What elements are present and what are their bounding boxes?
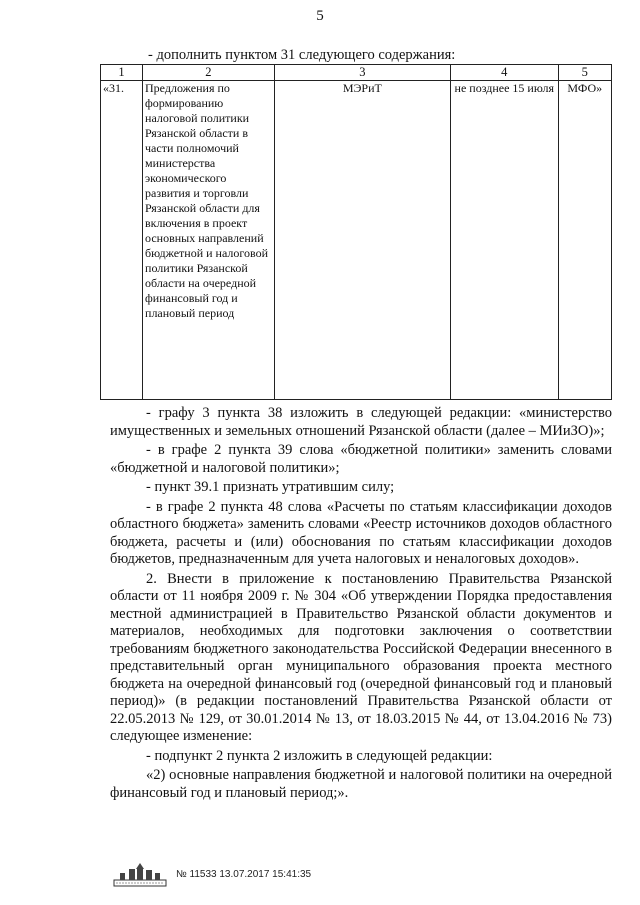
footer	[112, 860, 311, 888]
registration-stamp-icon	[112, 860, 168, 888]
row-number-cell: «31.	[101, 81, 143, 400]
paragraph-subitem2: - подпункт 2 пункта 2 изложить в следующей редакции:	[146, 747, 493, 764]
paragraph-item39-1: - пункт 39.1 признать утратившим силу;	[146, 479, 395, 495]
table-header-cell: 4	[451, 65, 558, 81]
table-header-cell: 3	[274, 65, 450, 81]
paragraph-section-2: 2. Внести в приложение к постановлению Правительства Рязанской области от 11 ноября 2009 г. № 304 «Об утверждении Порядка предоставления местной администрацией в Правительство Рязанской области документов и материалов, необходимых для подготовки заключения о соответствии требованиям бюджетного законодательства Российской Федерации внесенного в представительный орган муниципального образования проекта местного бюджета на очередной финансовый год (очередной финансовый год и плановый период)» (в редакции постановлений Правительства Рязанской области от 22.05.2013 № 129, от 30.01.2014 № 13, от 18.03.2015 № 44, от 13.04.2016 № 73) следующее изменение:	[110, 570, 612, 744]
row-term-cell: не позднее 15 июля	[451, 81, 558, 400]
table-header-row	[101, 65, 612, 81]
table-row	[101, 81, 612, 400]
table-header-cell: 5	[558, 65, 612, 81]
registration-number: № 11533 13.07.2017 15:41:35	[176, 868, 312, 880]
row-form-cell: МФО»	[558, 81, 612, 400]
row-executor-cell: МЭРиТ	[274, 81, 450, 400]
amendment-table	[100, 64, 612, 400]
row-description-cell: Предложения по формированию налоговой политики Рязанской области в части полномочий министерства экономического развития и торговли Рязанской области для включения в проект основных направлений бюджетной и налоговой политики Рязанской области на очередной финансовый год и плановый период	[143, 81, 275, 400]
body-text	[110, 405, 612, 804]
table-header-cell: 1	[101, 65, 143, 81]
paragraph-graph2-item39: - в графе 2 пункта 39 слова «бюджетной политики» заменить словами «бюджетной и налоговой политики»;	[110, 442, 612, 476]
table-header-cell: 2	[143, 65, 275, 81]
paragraph-graph2-item48: - в графе 2 пункта 48 слова «Расчеты по статьям классификации доходов областного бюджета» заменить словами «Реестр источников доходов областного бюджета, расчеты и (или) обоснования по статьям классификации доходов бюджетов, предназначенным для учета налоговых и неналоговых доходов».	[110, 498, 612, 567]
intro-line: - дополнить пунктом 31 следующего содержания:	[148, 47, 456, 63]
paragraph-quoted-subitem: «2) основные направления бюджетной и налоговой политики на очередной финансовый год и плановый период;».	[110, 767, 612, 801]
page-number: 5	[316, 8, 324, 24]
paragraph-graph3-item38: - графу 3 пункта 38 изложить в следующей редакции: «министерство имущественных и земельных отношений Рязанской области (далее – МИиЗО)»;	[110, 405, 612, 439]
